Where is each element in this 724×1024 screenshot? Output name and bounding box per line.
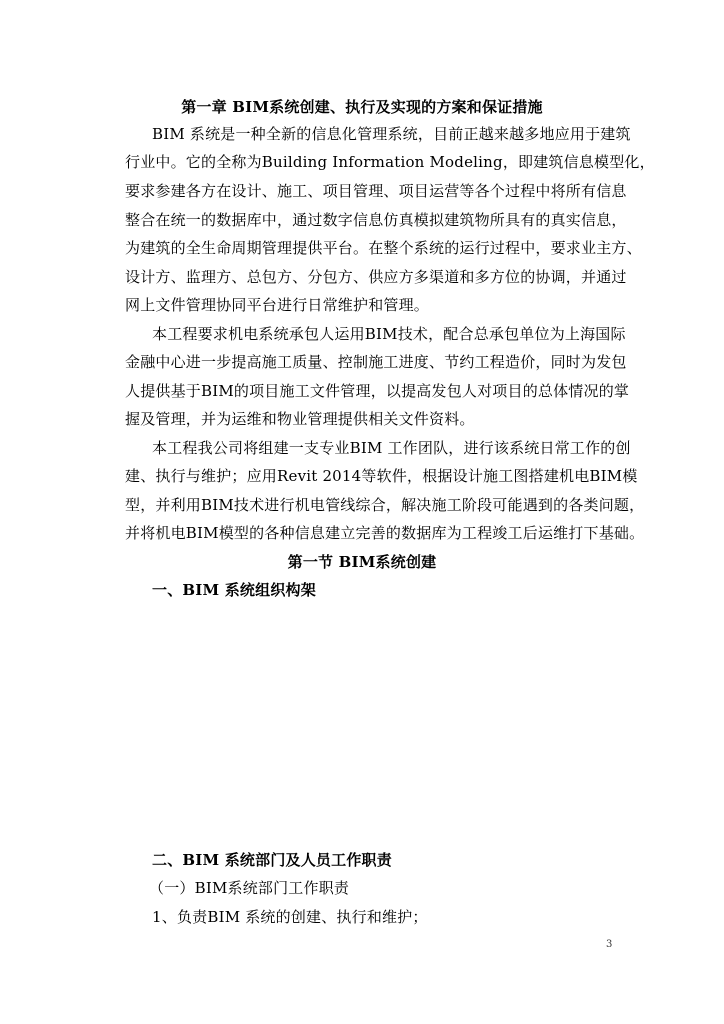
paragraph-1-line: 整合在统一的数据库中，通过数字信息仿真模拟建筑物所具有的真实信息， [125,211,627,229]
section-title: 第一节 BIM系统创建 [287,553,437,571]
paragraph-2-line: 握及管理，并为运维和物业管理提供相关文件资料。 [125,410,475,428]
paragraph-1-line: 要求参建各方在设计、施工、项目管理、项目运营等各个过程中将所有信息 [125,182,627,200]
paragraph-2-line: 金融中心进一步提高施工质量、控制施工进度、节约工程造价，同时为发包 [125,353,627,371]
subheading-dept-duties: （一）BIM系统部门工作职责 [149,879,350,897]
paragraph-1-line: 行业中。它的全称为Building Information Modeling，即建筑信息模型化， [125,153,655,171]
paragraph-2-line: 本工程要求机电系统承包人运用BIM技术，配合总承包单位为上海国际 [152,325,626,343]
paragraph-3-line: 型，并利用BIM技术进行机电管线综合，解决施工阶段可能遇到的各类问题， [125,496,645,514]
org-chart-placeholder [150,610,580,840]
paragraph-3-line: 并将机电BIM模型的各种信息建立完善的数据库为工程竣工后运维打下基础。 [125,524,645,542]
list-item: 1、负责BIM 系统的创建、执行和维护； [152,908,428,926]
page-number: 3 [606,939,613,950]
chapter-title: 第一章 BIM系统创建、执行及实现的方案和保证措施 [181,98,543,116]
paragraph-3-line: 本工程我公司将组建一支专业BIM 工作团队，进行该系统日常工作的创 [152,439,631,457]
heading-duties: 二、BIM 系统部门及人员工作职责 [152,851,392,869]
paragraph-3-line: 建、执行与维护；应用Revit 2014等软件，根据设计施工图搭建机电BIM模 [125,467,638,485]
paragraph-1-line: 为建筑的全生命周期管理提供平台。在整个系统的运行过程中，要求业主方、 [125,239,642,257]
paragraph-2-line: 人提供基于BIM的项目施工文件管理，以提高发包人对项目的总体情况的掌 [125,382,630,400]
heading-org-structure: 一、BIM 系统组织构架 [152,581,316,599]
paragraph-1-line: 设计方、监理方、总包方、分包方、供应方多渠道和多方位的协调，并通过 [125,268,627,286]
paragraph-1-line: BIM 系统是一种全新的信息化管理系统，目前正越来越多地应用于建筑 [152,125,631,143]
paragraph-1-line: 网上文件管理协同平台进行日常维护和管理。 [125,296,430,314]
